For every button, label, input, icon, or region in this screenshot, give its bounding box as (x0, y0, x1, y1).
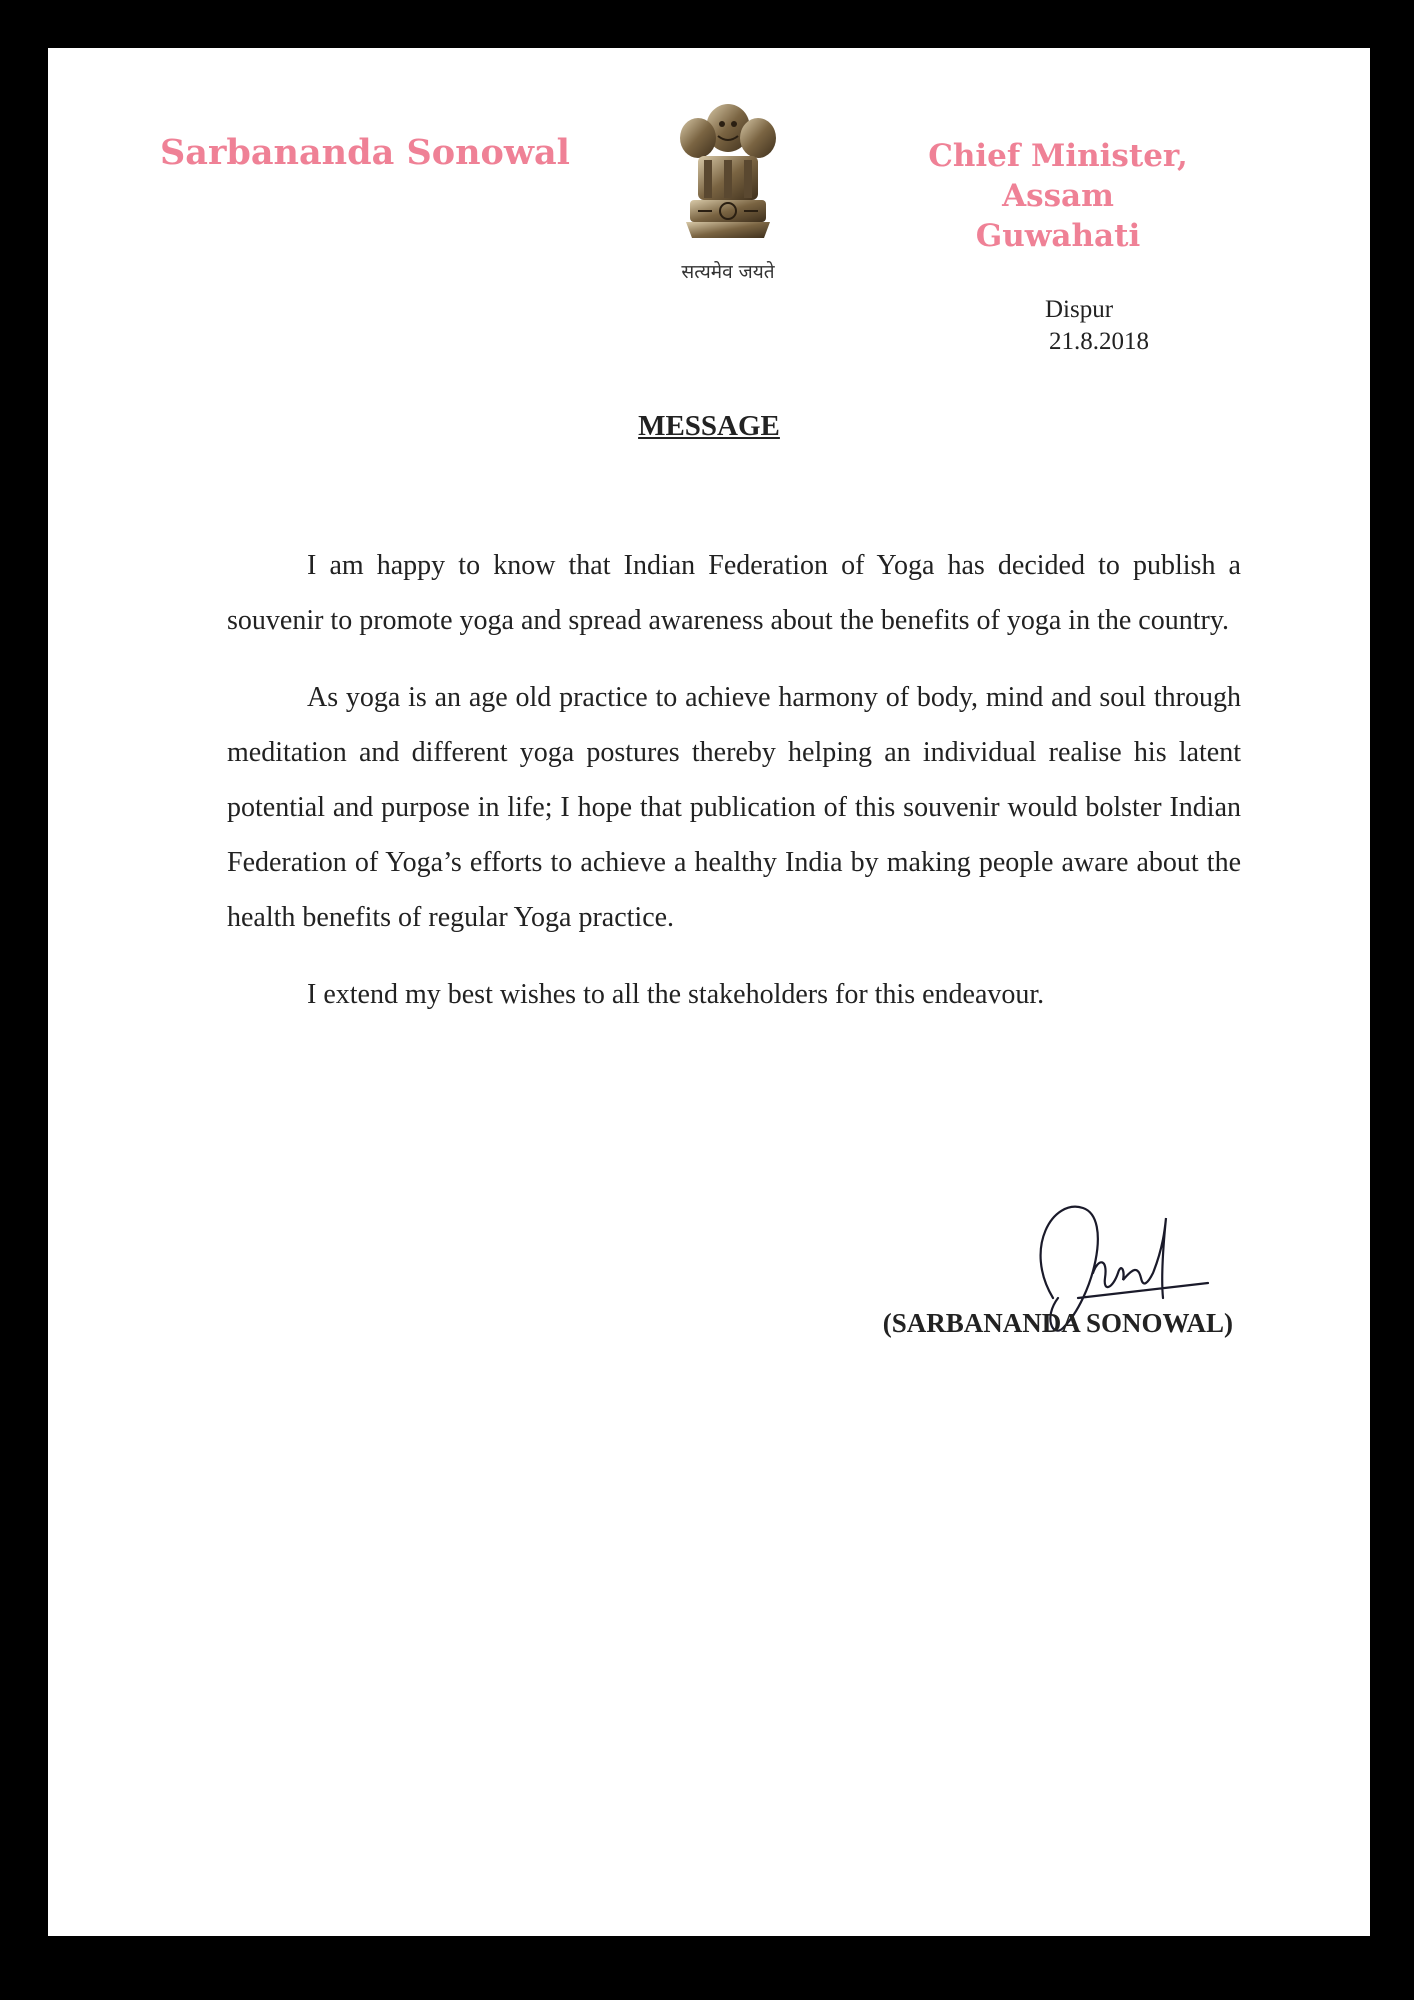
message-paragraph-3: I extend my best wishes to all the stakeholders for this endeavour. (307, 979, 1045, 1010)
message-heading: MESSAGE (638, 410, 780, 442)
signatory-name: (SARBANANDA SONOWAL) (882, 1308, 1233, 1338)
message-heading-wrap (48, 410, 1370, 443)
message-paragraph-2: As yoga is an age old practice to achieve harmony of body, mind and soul through meditation and different yoga postures thereby helping an individual realise his latent potential and purpose in life; I hope that publication of this souvenir would bolster Indian Federation of Yoga’s efforts to achieve a healthy India by making people aware about the health benefits of regular Yoga practice. (227, 682, 1241, 933)
letterhead-title-line2: Guwahati (975, 218, 1141, 254)
letterhead-title (908, 136, 1208, 256)
letter-place: Dispur (1045, 296, 1114, 323)
letterhead-title-line1: Chief Minister, Assam (928, 138, 1188, 214)
place-date-block (1045, 294, 1149, 358)
ashoka-emblem-icon (668, 98, 788, 248)
emblem-motto: सत्यमेव जयते (681, 261, 775, 283)
letter-page (48, 48, 1370, 1936)
message-paragraph-1: I am happy to know that Indian Federation of Yoga has decided to publish a souvenir to promote yoga and spread awareness about the benefits of yoga in the country. (227, 550, 1241, 636)
letterhead-name: Sarbananda Sonowal (160, 132, 570, 173)
message-body (227, 538, 1241, 1044)
letter-date: 21.8.2018 (1049, 328, 1149, 355)
